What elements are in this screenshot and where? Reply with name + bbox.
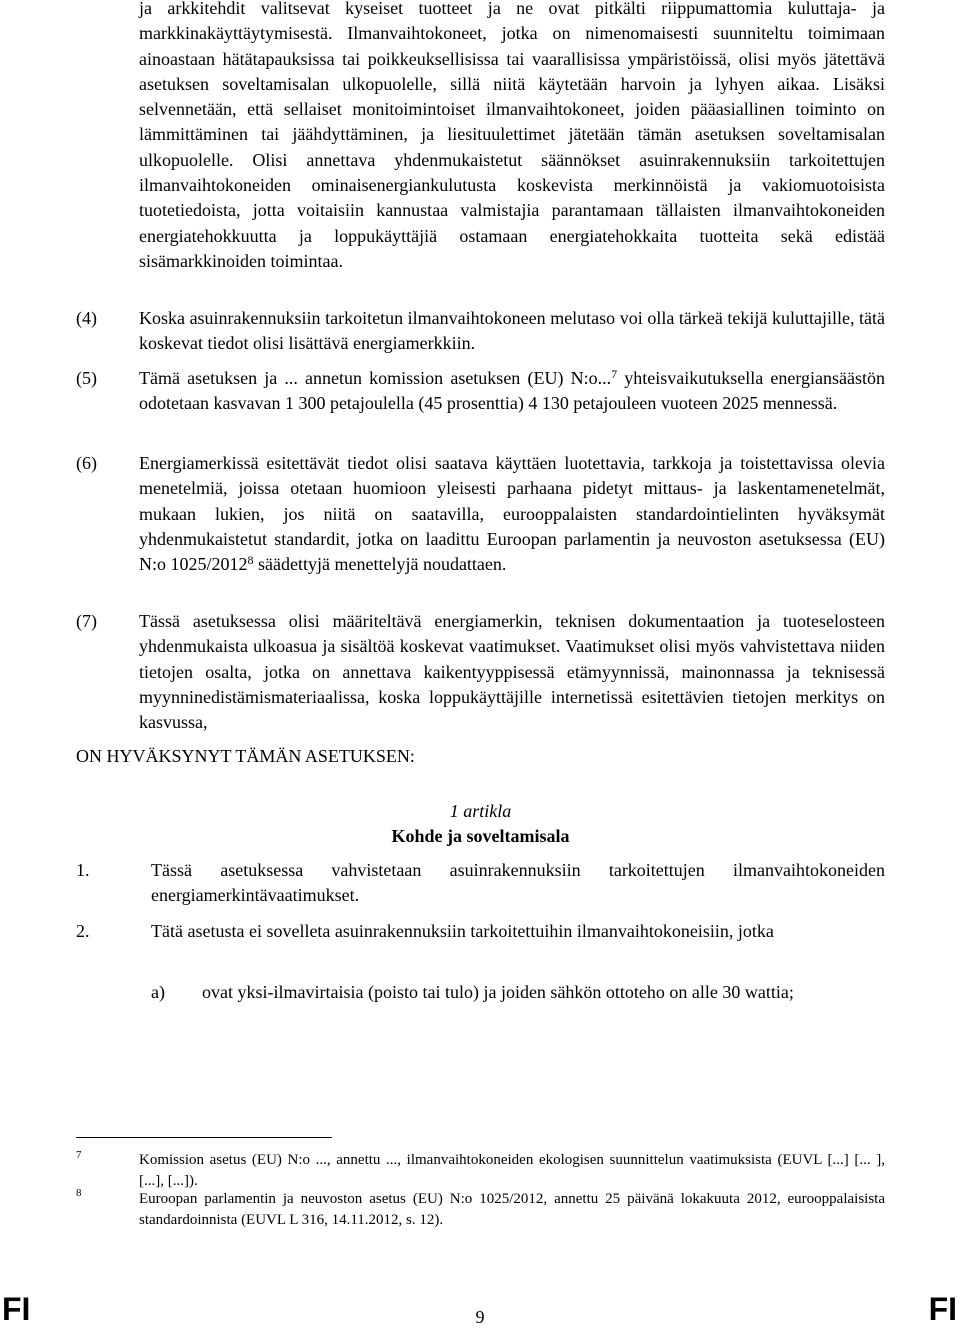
footnote-number: 7 (76, 1149, 82, 1161)
article-item-text: Tätä asetusta ei sovelleta asuinrakennuksiin tarkoitettuihin ilmanvaihtokoneisiin, jotka (151, 921, 774, 941)
article-item-text: Tässä asetuksessa vahvistetaan asuinrakennuksiin tarkoitettujen ilmanvaihtokoneiden energiamerkintävaatimukset. (151, 860, 885, 906)
recital-text-part: Tämä asetuksen ja ... annetun komission asetuksen (EU) N:o... (139, 368, 612, 388)
recital-number: (7) (76, 611, 97, 631)
recital-text-part: Energiamerkissä esitettävät tiedot olisi saatava käyttäen luotettavia, tarkkoja ja toistettavissa olevia menetelmiä, joissa otetaan huomioon yleisesti parhaana pidetyt mittaus- ja laskentamenetelmät, mukaan lukien, jos niitä on saatavilla, eurooppalaisten standardointielinten hyväksymät yhdenmukaistetut standardit, jotka on laadittu Euroopan parlamentin ja neuvoston asetuksessa (EU) N:o 1025/2012 (139, 453, 885, 575)
page-number: 9 (475, 1307, 485, 1327)
recital-text (139, 451, 885, 577)
language-code-left: FI (2, 1291, 31, 1327)
adoption-formula: ON HYVÄKSYNYT TÄMÄN ASETUKSEN: (76, 746, 415, 766)
recital-text: Koska asuinrakennuksiin tarkoitetun ilmanvaihtokoneen melutaso voi olla tärkeä tekijä kuluttajille, tätä koskevat tiedot olisi lisättävä energiamerkkiin. (139, 308, 885, 354)
recital-text: Tässä asetuksessa olisi määriteltävä energiamerkin, teknisen dokumentaation ja tuoteselosteen yhdenmukaista ulkoasua ja sisältöä koskevat vaatimukset. Vaatimukset olisi myös vahvistettava niiden tietojen osalta, jotka on annettava kaikentyyppisessä etämyynnissä, mainonnassa ja teknisessä myynninedistämismateriaalissa, koska loppukäyttäjille internetissä esitettävien tietojen merkitys on kasvussa, (139, 611, 885, 733)
language-code-right: FI (928, 1291, 957, 1327)
recital-number: (4) (76, 308, 97, 328)
subitem-label: a) (151, 982, 165, 1002)
article-title: Kohde ja soveltamisala (391, 826, 570, 846)
recital-number: (6) (76, 453, 97, 473)
footnote-ref[interactable]: 7 (611, 367, 618, 381)
article-item-number: 2. (76, 921, 90, 941)
footnote-number: 8 (76, 1187, 82, 1199)
article-item-number: 1. (76, 860, 90, 880)
article-number: 1 artikla (449, 801, 512, 821)
footnote-text: Komission asetus (EU) N:o ..., annettu ..., ilmanvaihtokoneiden ekologisen suunnittelun vaatimuksista (EUVL [...] [... ], [...], [...]). (139, 1152, 885, 1189)
recital-text (139, 366, 885, 417)
footnote-separator (76, 1137, 332, 1138)
recital-text-part: säädettyjä menettelyjä noudattaen. (253, 554, 507, 575)
recital-number: (5) (76, 368, 97, 388)
recital-text-part: yhteisvaikutuksella energiansäästön odotetaan kasvavan 1 300 petajoulella (45 prosenttia) 4 130 petajouleen vuoteen 2025 mennessä. (139, 368, 885, 414)
intro-paragraph: ja arkkitehdit valitsevat kyseiset tuotteet ja ne ovat pitkälti riippumattomia kuluttaja- ja markkinakäyttäytymisestä. Ilmanvaihtokoneet, jotka on nimenomaisesti suunniteltu toimimaan ainoastaan hätätapauksissa tai poikkeuksellisissa tai vaarallisissa ympäristöissä, olisi myös jätettävä asetuksen soveltamisalan ulkopuolelle, sillä niitä käytetään harvoin ja lyhyen aikaa. Lisäksi selvennetään, että sellaiset monitoimintoiset ilmanvaihtokoneet, joiden pääasiallinen toiminto on lämmittäminen tai jäähdyttäminen, ja liesituulettimet jätetään tämän asetuksen soveltamisalan ulkopuolelle. Olisi annettava yhdenmukaistetut säännökset asuinrakennuksiin tarkoitettujen ilmanvaihtokoneiden ominaisenergiankulutusta koskevista merkinnöistä ja vakiomuotoisista tuotetiedoista, jotta voitaisiin kannustaa valmistajia parantamaan tällaisten ilmanvaihtokoneiden energiatehokkuutta ja loppukäyttäjiä ostamaan energiatehokkaita tuotteita sekä edistää sisämarkkinoiden toimintaa. (139, 0, 885, 271)
footnote-text: Euroopan parlamentin ja neuvoston asetus (EU) N:o 1025/2012, annettu 25 päivänä lokakuuta 2012, eurooppalaisista standardoinnista (EUVL L 316, 14.11.2012, s. 12). (139, 1191, 885, 1228)
footnote-ref[interactable]: 8 (247, 553, 254, 568)
subitem-text: ovat yksi-ilmavirtaisia (poisto tai tulo) ja joiden sähkön ottoteho on alle 30 wattia; (202, 982, 794, 1002)
